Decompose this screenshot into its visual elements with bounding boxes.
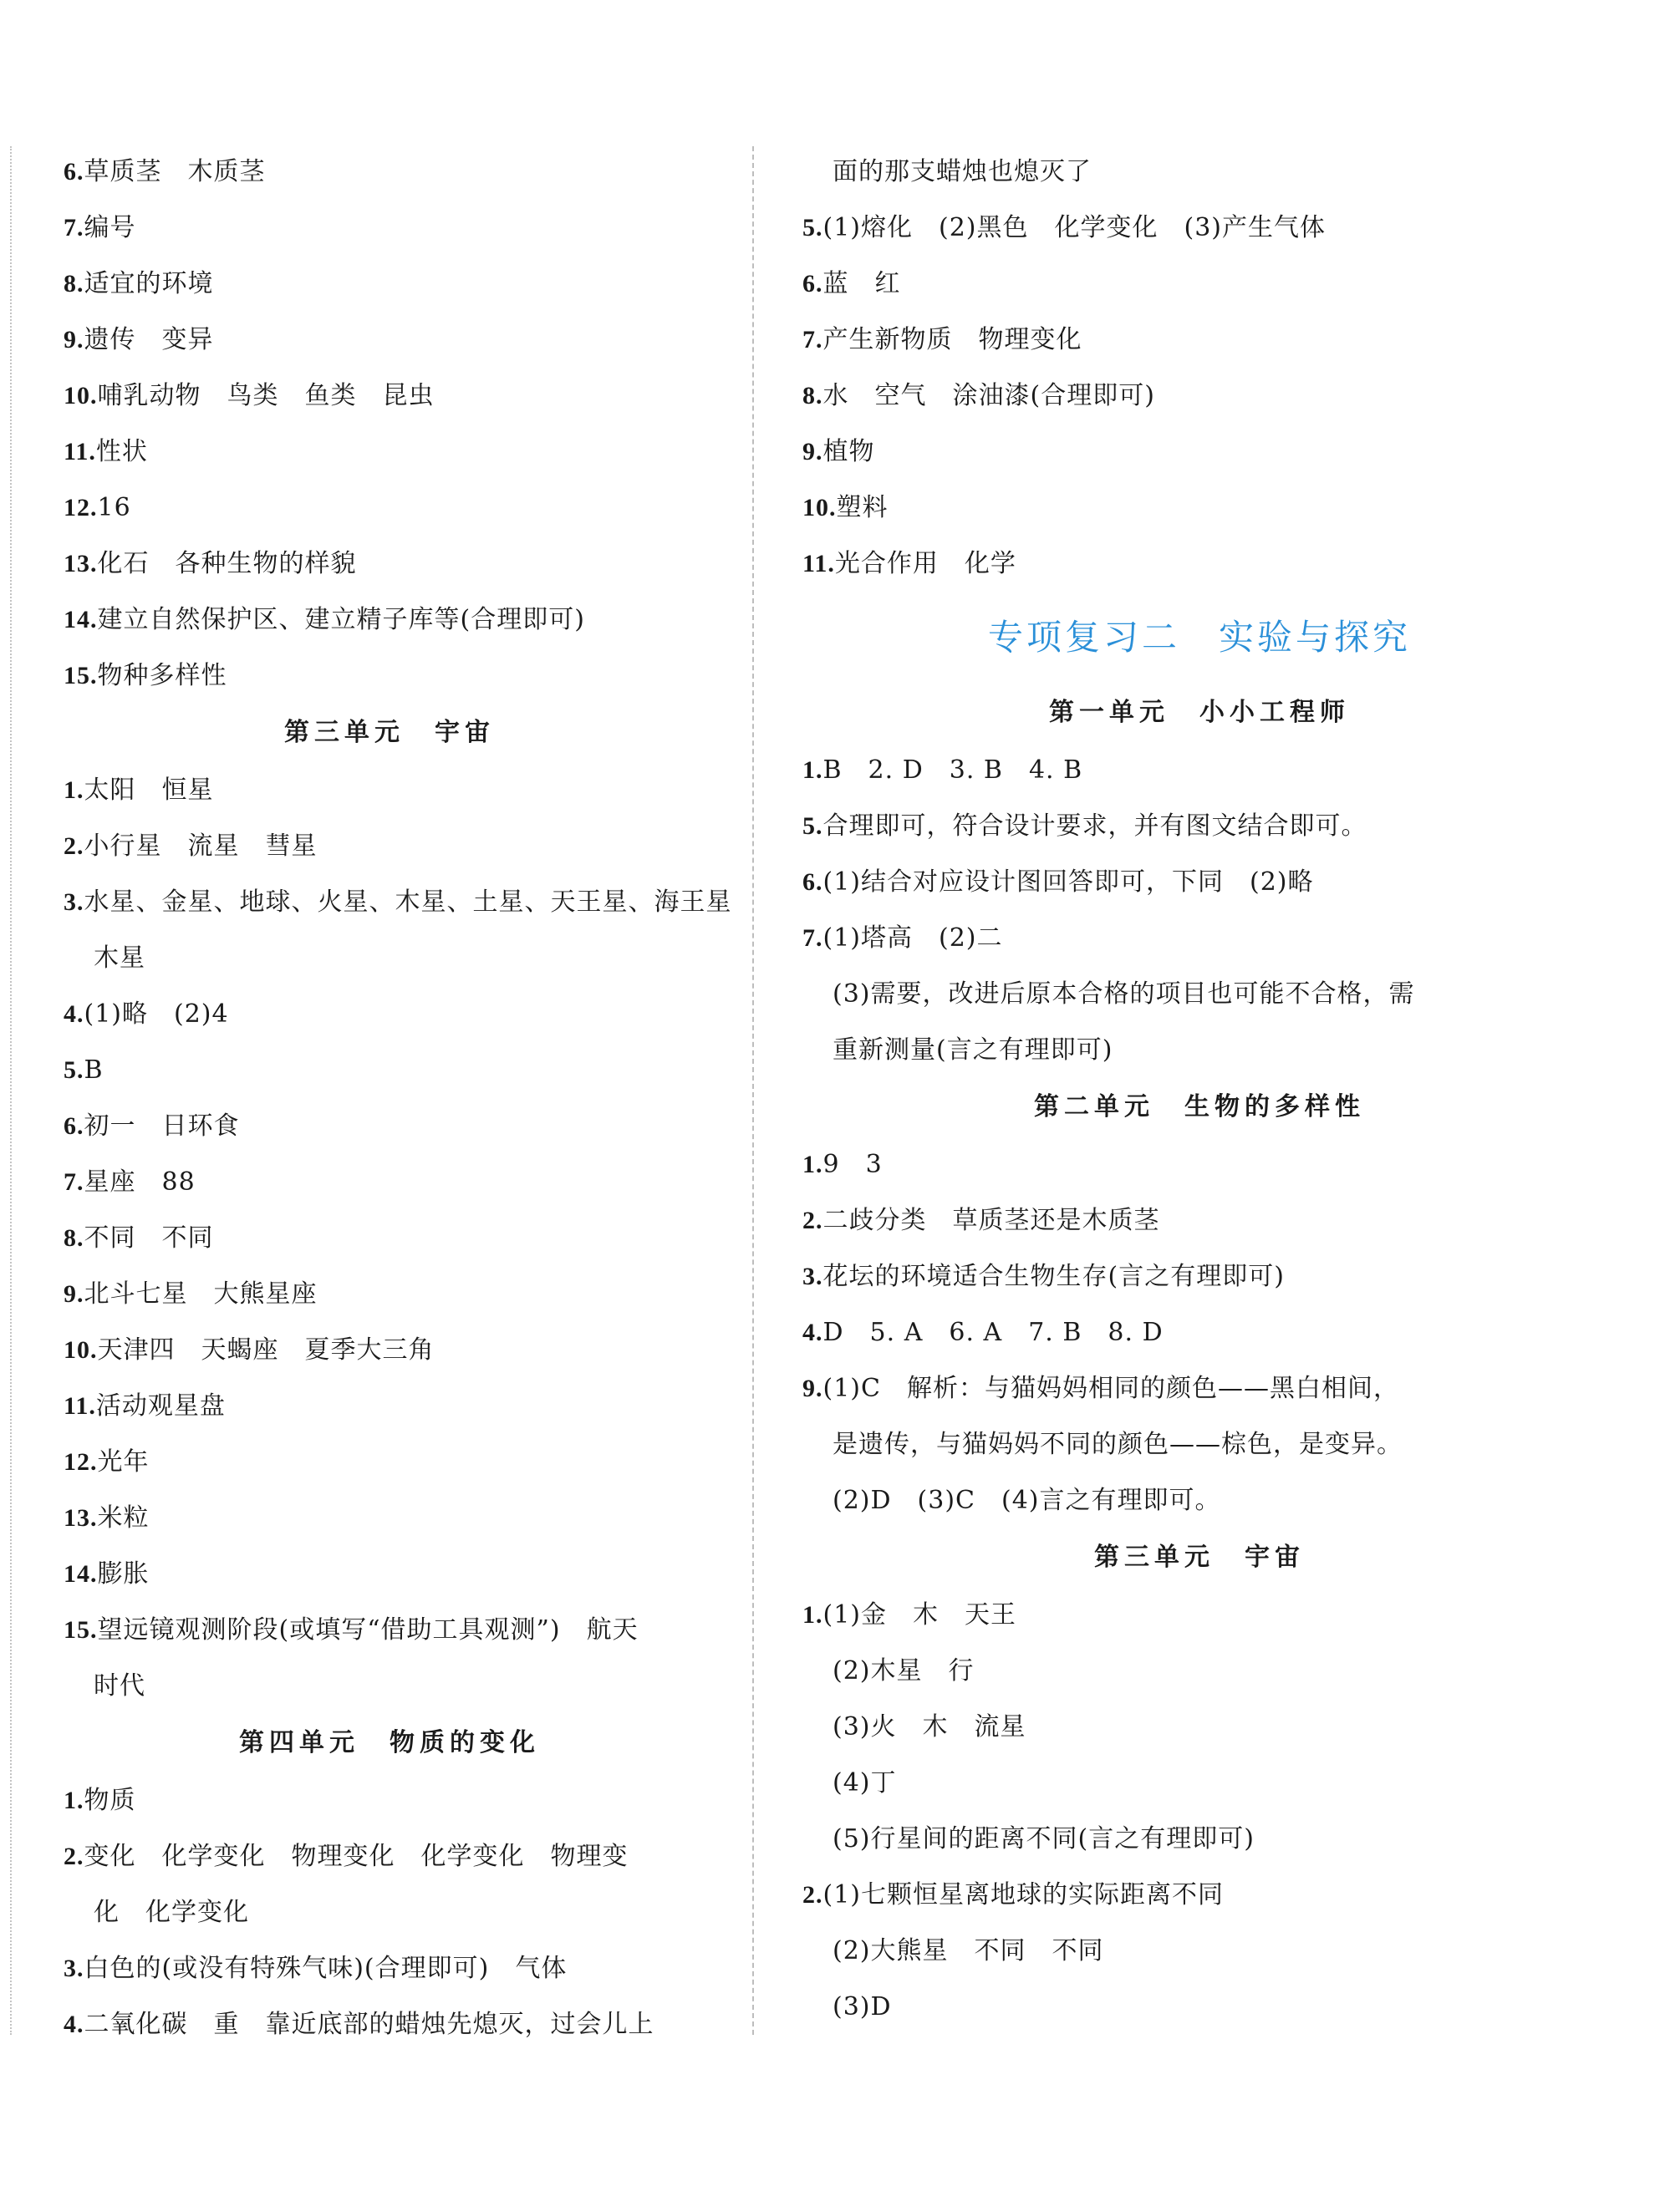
item-number: 7. (802, 924, 823, 952)
item-text: 塑料 (836, 493, 889, 522)
item-number: 8. (64, 270, 84, 297)
unit-heading: 第一单元 小小工程师 (1049, 698, 1350, 727)
answer-item (64, 592, 715, 648)
item-text: 星座 88 (84, 1167, 196, 1197)
item-text: 合理即可，符合设计要求，并有图文结合即可。 (822, 811, 1367, 841)
item-text: 产生新物质 物理变化 (822, 325, 1082, 354)
item-number: 3. (802, 1263, 823, 1290)
item-text: 哺乳动物 鸟类 鱼类 昆虫 (97, 381, 435, 410)
answer-continuation: 时代 (94, 1671, 145, 1701)
answer-item (64, 424, 715, 480)
item-text: 光年 (97, 1447, 150, 1477)
item-number: 9. (802, 1375, 823, 1402)
item-text: (1)熔化 (2)黑色 化学变化 (3)产生气体 (822, 213, 1326, 242)
item-number: 6. (802, 868, 823, 896)
item-text: 物质 (84, 1786, 136, 1815)
item-number: 7. (64, 1168, 84, 1196)
answer-item (64, 1042, 715, 1098)
item-text: 太阳 恒星 (84, 775, 214, 805)
item-number: 11. (64, 1392, 96, 1420)
item-number: 2. (802, 1207, 823, 1234)
answer-item (802, 854, 1596, 910)
item-number: 9. (64, 1280, 84, 1308)
item-text: 物种多样性 (97, 661, 227, 690)
item-text: 米粒 (97, 1503, 150, 1533)
section-title: 专项复习二 实验与探究 (987, 617, 1411, 658)
item-text: 变化 化学变化 物理变化 化学变化 物理变 (84, 1842, 629, 1871)
item-text: 编号 (84, 213, 136, 242)
item-number: 1. (802, 1601, 823, 1629)
item-text: 9 3 (822, 1150, 883, 1179)
item-text: 花坛的环境适合生物生存(言之有理即可) (822, 1262, 1285, 1291)
answer-item (802, 256, 1596, 312)
answer-item (64, 368, 715, 424)
answer-item (802, 1192, 1596, 1248)
item-number: 8. (802, 382, 823, 409)
item-text: 水 空气 涂油漆(合理即可) (822, 381, 1155, 410)
item-text: 蓝 红 (822, 269, 901, 298)
item-number: 12. (64, 494, 98, 521)
answer-item (802, 1137, 1596, 1192)
answer-item (802, 1360, 1596, 1416)
answer-item (64, 1378, 715, 1434)
item-number: 1. (802, 1151, 823, 1178)
item-text: 望远镜观测阶段(或填写“借助工具观测”) 航天 (97, 1615, 639, 1645)
answer-continuation: 木星 (94, 943, 145, 973)
item-number: 5. (802, 812, 823, 840)
item-number: 12. (64, 1448, 98, 1476)
item-number: 2. (64, 832, 84, 860)
item-number: 10. (64, 1336, 98, 1364)
answer-item (64, 762, 715, 818)
item-text: 天津四 天蝎座 夏季大三角 (97, 1335, 435, 1365)
item-text: 膨胀 (97, 1559, 150, 1589)
answer-subpart: (3)需要，改进后原本合格的项目也可能不合格，需 (833, 979, 1415, 1009)
item-text: 北斗七星 大熊星座 (84, 1279, 318, 1309)
item-text: 不同 不同 (84, 1223, 214, 1253)
answer-item (64, 1322, 715, 1378)
answer-subpart: (5)行星间的距离不同(言之有理即可) (833, 1824, 1255, 1854)
answer-item (802, 910, 1596, 966)
unit-heading: 第三单元 宇宙 (284, 718, 495, 747)
unit-heading: 第二单元 生物的多样性 (1034, 1092, 1365, 1121)
item-text: B 2. D 3. B 4. B (822, 755, 1083, 785)
answer-item (802, 200, 1596, 256)
item-text: 化石 各种生物的样貌 (97, 549, 357, 578)
item-text: 16 (97, 493, 131, 522)
item-text: (1)塔高 (2)二 (822, 923, 1003, 953)
item-number: 6. (802, 270, 823, 297)
answer-item (802, 1867, 1596, 1923)
item-number: 1. (64, 776, 84, 804)
item-text: 白色的(或没有特殊气味)(合理即可) 气体 (84, 1954, 568, 1983)
left-column (64, 144, 732, 2052)
answer-item (64, 1434, 715, 1490)
item-number: 6. (64, 1112, 84, 1140)
item-number: 14. (64, 1560, 98, 1588)
item-text: (1)C 解析：与猫妈妈相同的颜色——黑白相间， (822, 1374, 1399, 1403)
item-text: 草质茎 木质茎 (84, 157, 266, 186)
item-text: 植物 (822, 437, 875, 466)
answer-item (802, 1248, 1596, 1304)
item-number: 14. (64, 606, 98, 633)
item-number: 6. (64, 158, 84, 186)
item-number: 2. (802, 1881, 823, 1909)
answer-item (802, 742, 1596, 798)
answer-subpart: (3)D (833, 1992, 892, 2021)
item-number: 10. (802, 494, 837, 521)
answer-item (64, 986, 715, 1042)
answer-item (802, 1587, 1596, 1643)
item-text: 初一 日环食 (84, 1111, 240, 1141)
answer-continuation: 化 化学变化 (94, 1898, 249, 1927)
answer-subpart: (4)丁 (833, 1768, 897, 1798)
unit-heading: 第四单元 物质的变化 (239, 1728, 540, 1757)
binding-edge-line (10, 146, 12, 2035)
item-text: 适宜的环境 (84, 269, 214, 298)
item-number: 1. (64, 1787, 84, 1814)
item-number: 13. (64, 1504, 98, 1532)
item-text: (1)七颗恒星离地球的实际距离不同 (822, 1880, 1224, 1909)
answer-item (64, 256, 715, 312)
item-text: (1)结合对应设计图回答即可，下同 (2)略 (822, 867, 1314, 897)
item-number: 7. (64, 214, 84, 242)
item-text: 光合作用 化学 (834, 549, 1016, 578)
item-number: 3. (64, 888, 84, 916)
answer-subpart: (2)D (3)C (4)言之有理即可。 (833, 1486, 1221, 1515)
answer-item (64, 1210, 715, 1266)
answer-subpart: 是遗传，与猫妈妈不同的颜色——棕色，是变异。 (833, 1430, 1403, 1459)
answer-item (64, 200, 715, 256)
item-number: 9. (802, 438, 823, 465)
item-number: 15. (64, 1616, 98, 1644)
item-number: 11. (802, 550, 835, 577)
answer-item (64, 648, 715, 704)
answer-item (802, 798, 1596, 854)
answer-item (802, 312, 1596, 368)
answer-item (64, 1266, 715, 1322)
item-number: 15. (64, 662, 98, 689)
answer-item (64, 874, 732, 930)
answer-item (64, 1490, 715, 1546)
item-number: 10. (64, 382, 98, 409)
answer-item (64, 144, 715, 200)
item-number: 1. (802, 756, 823, 784)
answer-item (64, 1996, 715, 2052)
item-text: (1)金 木 天王 (822, 1600, 1016, 1630)
item-text: 性状 (95, 437, 148, 466)
column-divider (752, 146, 754, 2035)
answer-item (802, 424, 1596, 480)
item-text: 建立自然保护区、建立精子库等(合理即可) (97, 605, 585, 634)
answer-item (64, 1154, 715, 1210)
answer-item (64, 1098, 715, 1154)
answer-subpart: (2)木星 行 (833, 1656, 975, 1686)
item-number: 3. (64, 1955, 84, 1982)
answer-item (64, 312, 715, 368)
answer-item (64, 1940, 715, 1996)
item-number: 11. (64, 438, 96, 465)
item-text: D 5. A 6. A 7. B 8. D (822, 1318, 1164, 1347)
answer-item (802, 368, 1596, 424)
item-number: 4. (64, 2011, 84, 2038)
item-number: 13. (64, 550, 98, 577)
answer-item (64, 1546, 715, 1602)
item-text: B (84, 1055, 104, 1085)
answer-item (64, 480, 715, 536)
item-number: 2. (64, 1843, 84, 1870)
answer-subpart: (3)火 木 流星 (833, 1712, 1026, 1742)
answer-item (802, 1304, 1596, 1360)
item-number: 8. (64, 1224, 84, 1252)
item-text: 水星、金星、地球、火星、木星、土星、天王星、海王星 (84, 887, 732, 917)
item-text: 二歧分类 草质茎还是木质茎 (822, 1206, 1160, 1235)
answer-item (64, 1602, 715, 1658)
item-number: 4. (802, 1319, 823, 1346)
item-number: 5. (802, 214, 823, 242)
item-number: 7. (802, 326, 823, 353)
item-text: 遗传 变异 (84, 325, 214, 354)
right-column (802, 144, 1596, 2035)
unit-heading: 第三单元 宇宙 (1094, 1543, 1305, 1572)
item-text: 二氧化碳 重 靠近底部的蜡烛先熄灭，过会儿上 (84, 2010, 654, 2039)
answer-item (802, 536, 1596, 592)
answer-item (64, 818, 715, 874)
item-text: 活动观星盘 (95, 1391, 226, 1421)
answer-item (802, 480, 1596, 536)
answer-item (64, 1772, 715, 1828)
item-number: 4. (64, 1000, 84, 1028)
answer-item (64, 536, 715, 592)
answer-subpart: 重新测量(言之有理即可) (833, 1035, 1113, 1065)
answer-subpart: (2)大熊星 不同 不同 (833, 1936, 1104, 1965)
item-number: 5. (64, 1056, 84, 1084)
item-number: 9. (64, 326, 84, 353)
answer-item (64, 1828, 715, 1884)
item-text: 小行星 流星 彗星 (84, 831, 318, 861)
answer-continuation: 面的那支蜡烛也熄灭了 (833, 157, 1092, 186)
item-text: (1)略 (2)4 (84, 999, 229, 1029)
